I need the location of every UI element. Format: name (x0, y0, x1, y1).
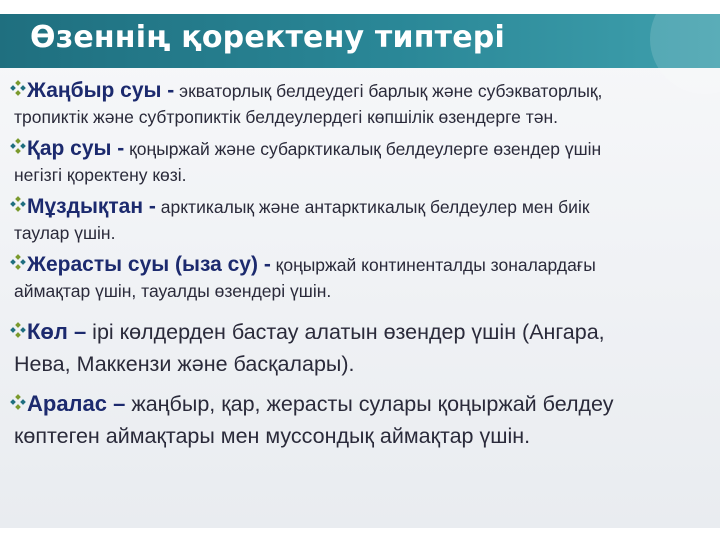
list-item (10, 388, 710, 452)
list-item (10, 136, 710, 188)
list-item-term: Көл – (27, 319, 87, 344)
list-item-line1 (27, 252, 710, 278)
list-item-line1 (27, 388, 710, 420)
list-item-text: жаңбыр, қар, жерасты сулары қоңыржай белдеу (125, 392, 614, 416)
list-item-term: Мұздықтан - (27, 195, 156, 218)
slide-title: Өзеннің қоректену типтері (30, 20, 505, 55)
list-item-text: экваторлық белдеудегі барлық және субэкваторлық, (174, 81, 603, 101)
diamond-bullet-icon (10, 254, 26, 272)
slide (0, 14, 720, 528)
list-item-line1 (27, 136, 710, 162)
list-item (10, 194, 710, 246)
list-item-text: қоңыржай және субарктикалық белдеулерге өзендер үшін (124, 139, 602, 159)
diamond-bullet-icon (10, 138, 26, 156)
bullet-list (10, 78, 710, 452)
list-item (10, 316, 710, 380)
list-item-line2: тропиктік және субтропиктік белдеулердегі көпшілік өзендерге тән. (14, 107, 558, 127)
list-item-line1 (27, 316, 710, 348)
diamond-bullet-icon (10, 80, 26, 98)
list-item-line2: Нева, Маккензи және басқалары). (14, 352, 355, 376)
list-item-line1 (27, 194, 710, 220)
diamond-bullet-icon (10, 196, 26, 214)
list-item-term: Жаңбыр суы - (27, 79, 175, 102)
list-item-term: Қар суы - (27, 137, 125, 160)
list-item-text: ірі көлдерден бастау алатын өзендер үшін (Ангара, (86, 320, 605, 344)
title-bar (0, 14, 720, 68)
list-item-text: арктикалық және антарктикалық белдеулер мен биік (155, 197, 590, 217)
diamond-bullet-icon (10, 322, 26, 340)
list-item-line2: көптеген аймақтары мен муссондық аймақтар үшін. (14, 424, 531, 448)
list-item-term: Аралас – (27, 391, 126, 416)
list-item-text: қоңыржай континенталды зоналардағы (270, 255, 596, 275)
diamond-bullet-icon (10, 394, 26, 412)
list-item-line2: таулар үшін. (14, 223, 116, 243)
list-item-line2: негізгі қоректену көзі. (14, 165, 187, 185)
list-item-term: Жерасты суы (ыза су) - (27, 253, 271, 276)
list-item (10, 252, 710, 304)
list-item (10, 78, 710, 130)
list-item-line1 (27, 78, 710, 104)
list-item-line2: аймақтар үшін, тауалды өзендері үшін. (14, 281, 332, 301)
